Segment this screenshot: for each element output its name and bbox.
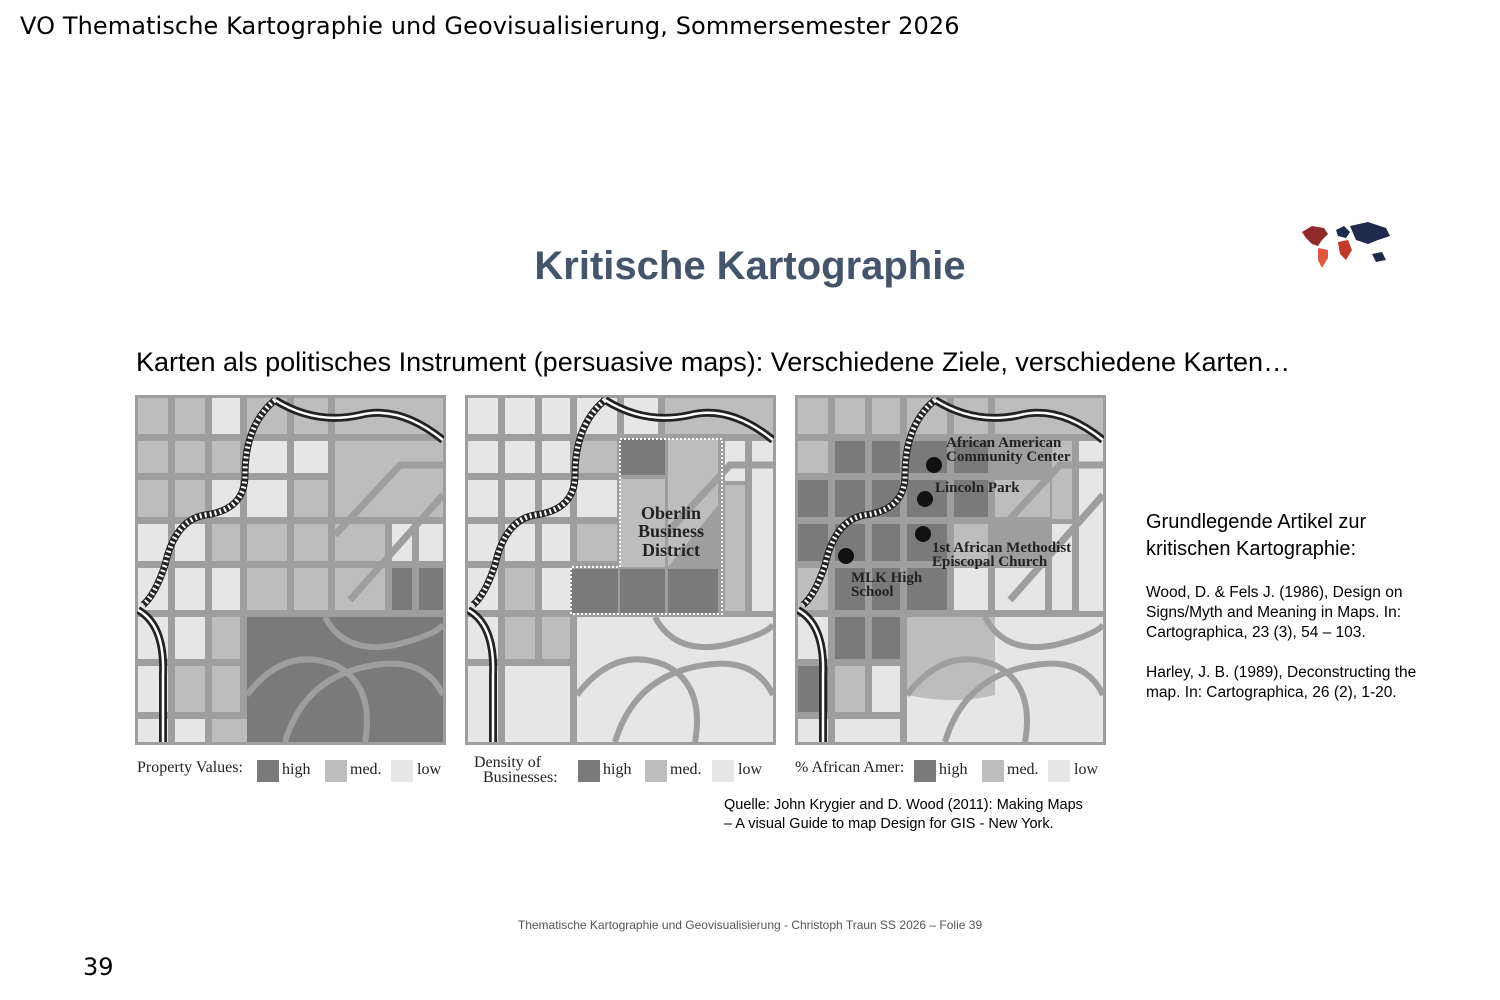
church-label-2: Episcopal Church — [932, 554, 1048, 570]
school-label-2: School — [851, 584, 894, 600]
slide-title: Kritische Kartographie — [534, 244, 966, 288]
legend-label-high: high — [939, 761, 968, 778]
legend-african-american — [795, 757, 1115, 785]
legend-swatch-high — [914, 760, 936, 782]
page-number: 39 — [83, 953, 114, 981]
church-label-1: 1st African Methodist — [932, 540, 1072, 556]
school-label-1: MLK High — [851, 570, 923, 586]
legend-label-high: high — [603, 761, 632, 778]
district-label-line2: Business — [637, 521, 705, 541]
source-citation — [724, 796, 1124, 834]
legend-label-med: med. — [350, 761, 382, 778]
legend-swatch-low — [391, 760, 413, 782]
course-header: VO Thematische Kartographie und Geovisualisierung, Sommersemester 2026 — [20, 12, 960, 40]
references-panel — [1146, 509, 1446, 703]
reference-wood-fels: Wood, D. & Fels J. (1986), Design on Signs/Myth and Meaning in Maps. In: Cartographica, 23 (3), 54 – 103. — [1146, 584, 1403, 641]
district-label-line3: District — [642, 540, 700, 560]
legend-label-med: med. — [670, 761, 702, 778]
legend-label-low: low — [417, 761, 441, 778]
references-heading: Grundlegende Artikel zur kritischen Kartographie: — [1146, 511, 1367, 560]
legend-swatch-med — [645, 760, 667, 782]
community-center-label-2: Community Center — [946, 449, 1071, 465]
legend-title-line2: Businesses: — [483, 769, 558, 786]
legend-swatch-low — [1048, 760, 1070, 782]
community-center-label-1: African American — [946, 435, 1062, 451]
legend-business-density — [474, 754, 784, 786]
slide-footer: Thematische Kartographie und Geovisualisierung - Christoph Traun SS 2026 – Folie 39 — [517, 918, 983, 932]
legend-swatch-high — [578, 760, 600, 782]
legend-label-med: med. — [1007, 761, 1039, 778]
source-line-1: Quelle: John Krygier and D. Wood (2011): Making Maps — [724, 797, 1083, 813]
slide-subtitle: Karten als politisches Instrument (persuasive maps): Verschiedene Ziele, verschiedene Karten… — [136, 347, 1291, 377]
legend-property-values — [137, 757, 457, 785]
legend-swatch-low — [712, 760, 734, 782]
school-marker — [838, 548, 854, 564]
legend-title: Property Values: — [137, 759, 243, 776]
park-marker — [917, 491, 933, 507]
map-african-american-share — [795, 395, 1106, 745]
church-marker — [915, 526, 931, 542]
legend-swatch-med — [982, 760, 1004, 782]
legend-label-low: low — [738, 761, 762, 778]
legend-swatch-high — [257, 760, 279, 782]
legend-swatch-med — [325, 760, 347, 782]
legend-label-high: high — [282, 761, 311, 778]
legend-title-line1: Density of — [474, 754, 542, 771]
map-business-density — [465, 395, 776, 745]
community-center-marker — [926, 457, 942, 473]
legend-title: % African Amer: — [795, 759, 905, 776]
legend-label-low: low — [1074, 761, 1098, 778]
reference-harley: Harley, J. B. (1989), Deconstructing the map. In: Cartographica, 26 (2), 1-20. — [1146, 664, 1417, 701]
source-line-2: – A visual Guide to map Design for GIS - New York. — [724, 816, 1054, 832]
map-property-values — [135, 395, 446, 745]
district-label-line1: Oberlin — [640, 503, 702, 523]
park-label: Lincoln Park — [935, 480, 1020, 496]
